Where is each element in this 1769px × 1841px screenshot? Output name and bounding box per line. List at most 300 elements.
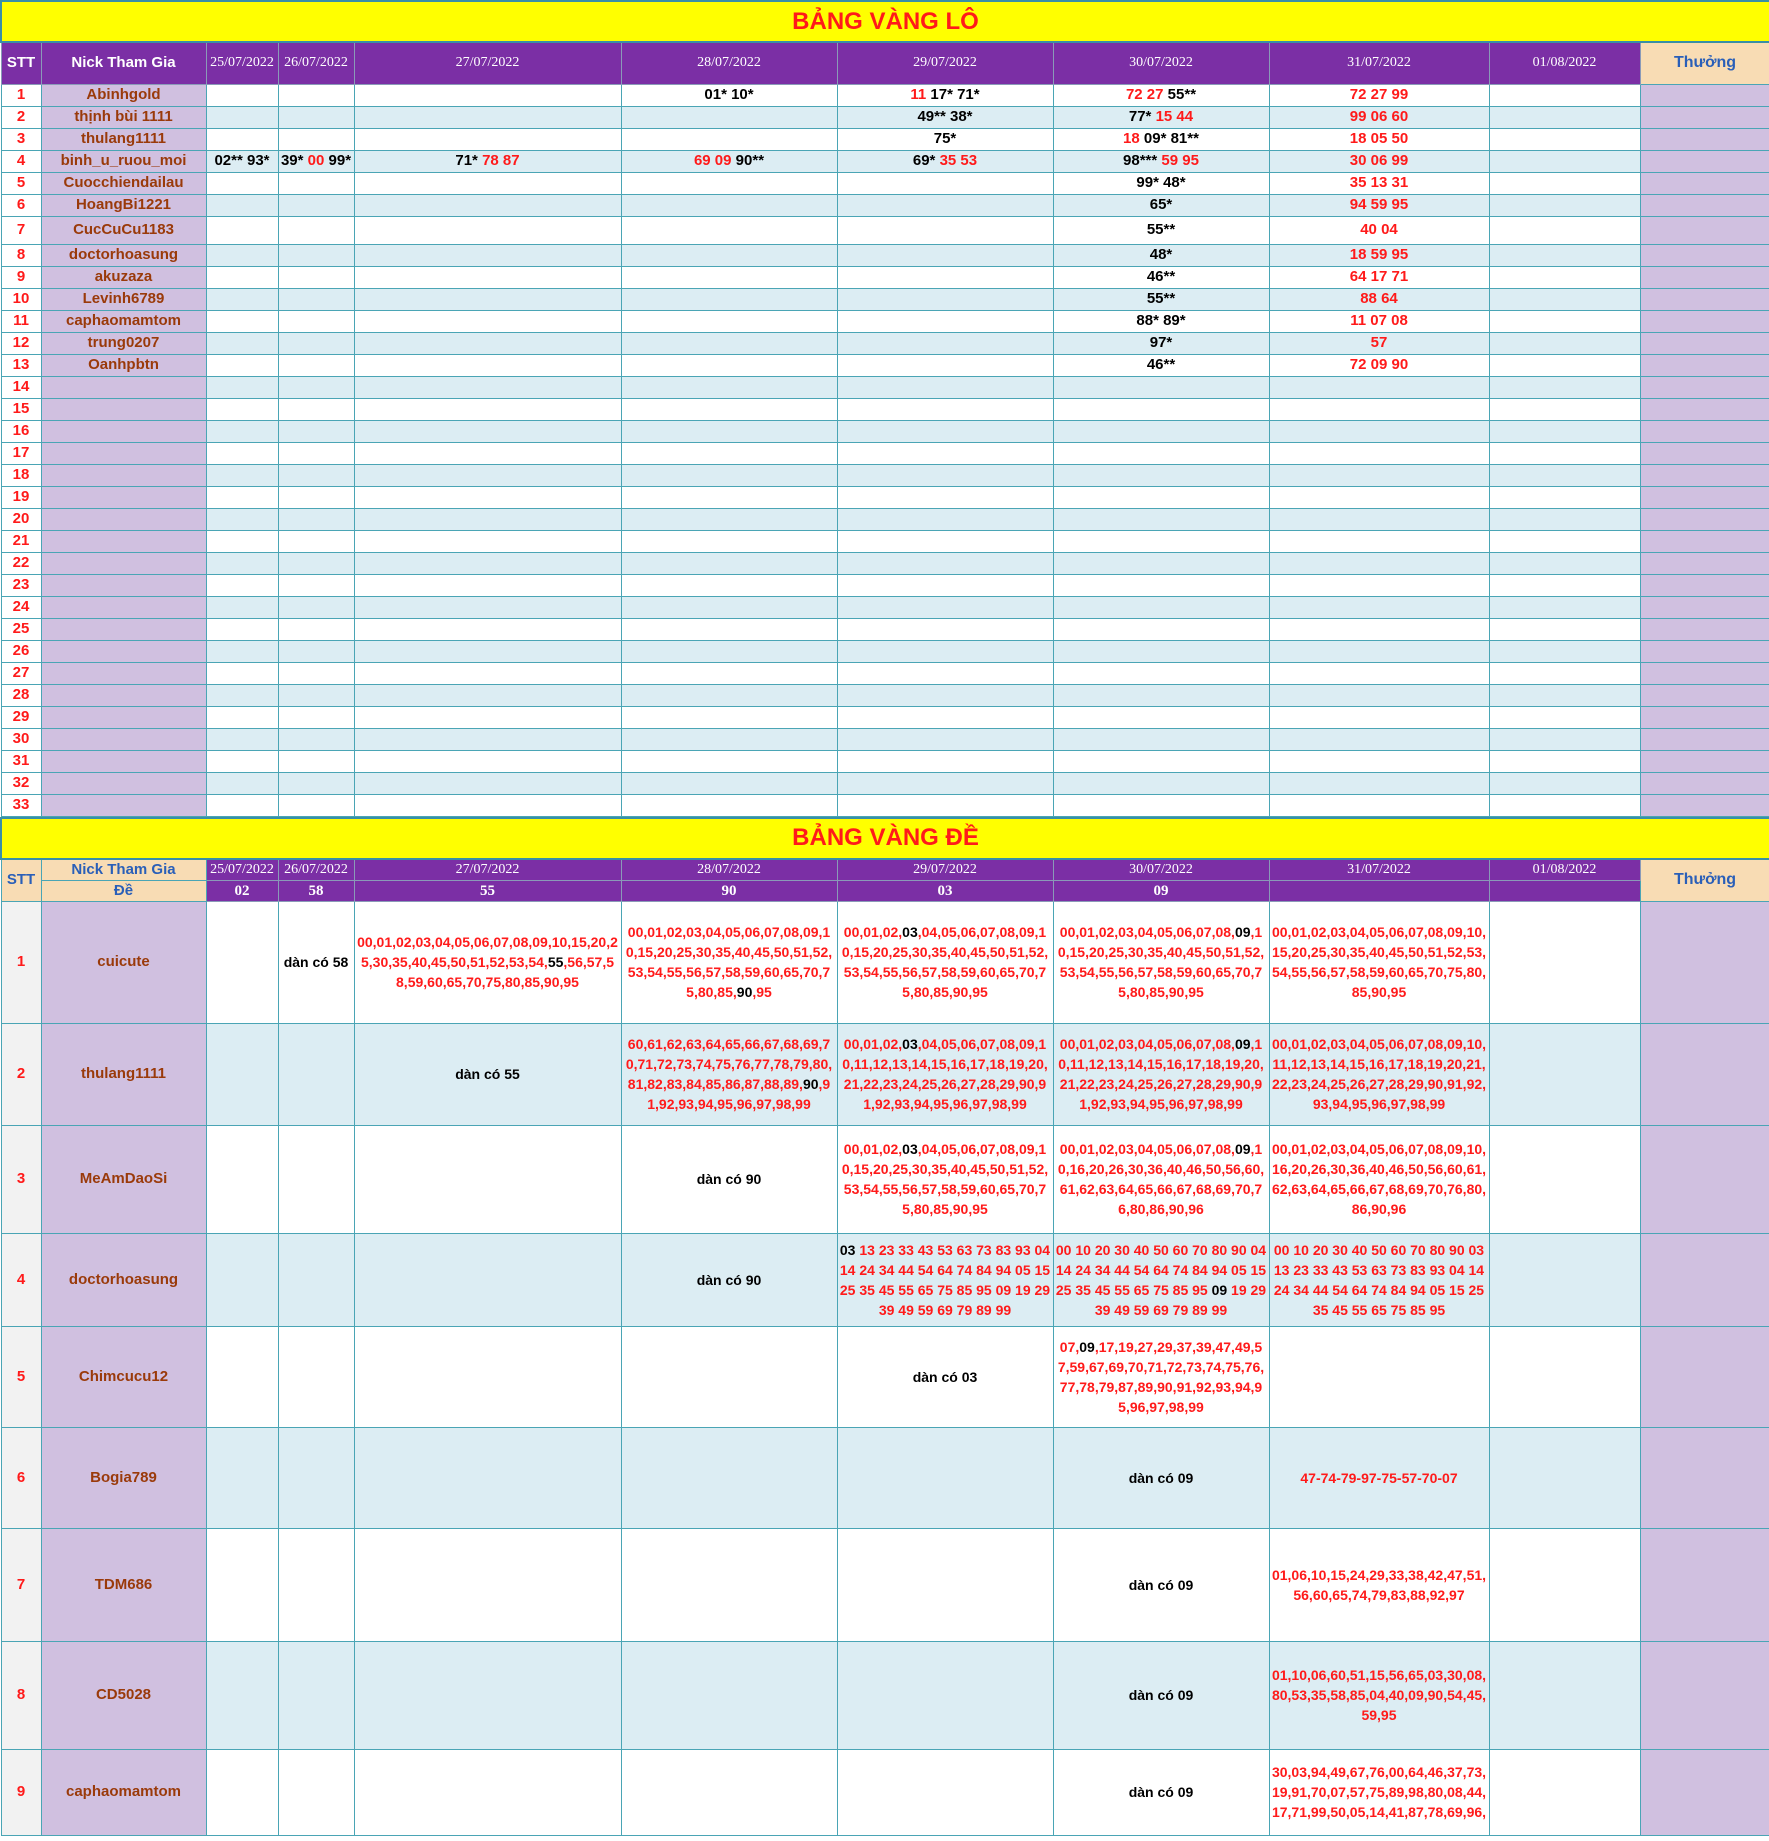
nick-cell[interactable] bbox=[41, 794, 206, 816]
entry-cell[interactable] bbox=[1053, 376, 1269, 398]
entry-cell[interactable] bbox=[621, 1427, 837, 1528]
entry-cell[interactable] bbox=[1053, 310, 1269, 332]
entry-cell[interactable] bbox=[1053, 552, 1269, 574]
entry-cell[interactable] bbox=[278, 574, 354, 596]
row-number[interactable]: 8 bbox=[1, 244, 41, 266]
row-number[interactable]: 32 bbox=[1, 772, 41, 794]
nick-cell[interactable]: Cuocchiendailau bbox=[41, 172, 206, 194]
entry-cell[interactable] bbox=[837, 464, 1053, 486]
thuong-cell[interactable] bbox=[1640, 640, 1769, 662]
entry-cell[interactable] bbox=[1269, 376, 1489, 398]
entry-cell[interactable] bbox=[621, 1641, 837, 1749]
entry-cell[interactable] bbox=[206, 596, 278, 618]
date-header[interactable]: 27/07/2022 bbox=[354, 859, 621, 881]
entry-cell[interactable] bbox=[206, 486, 278, 508]
entry-cell[interactable] bbox=[1489, 1528, 1640, 1641]
thuong-cell[interactable] bbox=[1640, 596, 1769, 618]
entry-cell[interactable] bbox=[1489, 552, 1640, 574]
entry-cell[interactable] bbox=[621, 310, 837, 332]
entry-cell[interactable] bbox=[278, 194, 354, 216]
thuong-cell[interactable] bbox=[1640, 1125, 1769, 1233]
entry-cell[interactable] bbox=[354, 574, 621, 596]
row-number[interactable]: 21 bbox=[1, 530, 41, 552]
entry-cell[interactable] bbox=[1053, 1233, 1269, 1326]
entry-cell[interactable] bbox=[1053, 244, 1269, 266]
entry-cell[interactable] bbox=[1489, 464, 1640, 486]
entry-cell[interactable] bbox=[621, 662, 837, 684]
entry-cell[interactable] bbox=[354, 1233, 621, 1326]
nick-cell[interactable] bbox=[41, 442, 206, 464]
entry-cell[interactable] bbox=[621, 354, 837, 376]
date-header[interactable]: 31/07/2022 bbox=[1269, 42, 1489, 84]
entry-cell[interactable] bbox=[837, 84, 1053, 106]
entry-cell[interactable] bbox=[621, 508, 837, 530]
entry-cell[interactable] bbox=[621, 706, 837, 728]
entry-cell[interactable] bbox=[278, 1749, 354, 1835]
thuong-cell[interactable] bbox=[1640, 128, 1769, 150]
entry-cell[interactable] bbox=[206, 216, 278, 244]
row-number[interactable]: 5 bbox=[1, 172, 41, 194]
entry-cell[interactable] bbox=[1269, 750, 1489, 772]
entry-cell[interactable] bbox=[621, 106, 837, 128]
entry-cell[interactable] bbox=[621, 596, 837, 618]
entry-cell[interactable] bbox=[1269, 332, 1489, 354]
entry-cell[interactable] bbox=[621, 420, 837, 442]
row-number[interactable]: 5 bbox=[1, 1326, 41, 1427]
row-number[interactable]: 16 bbox=[1, 420, 41, 442]
entry-cell[interactable] bbox=[837, 618, 1053, 640]
entry-cell[interactable] bbox=[206, 1023, 278, 1125]
entry-cell[interactable] bbox=[206, 728, 278, 750]
entry-cell[interactable] bbox=[278, 1528, 354, 1641]
entry-cell[interactable] bbox=[837, 794, 1053, 816]
entry-cell[interactable] bbox=[278, 172, 354, 194]
entry-cell[interactable] bbox=[354, 1528, 621, 1641]
entry-cell[interactable] bbox=[621, 1528, 837, 1641]
entry-cell[interactable] bbox=[278, 662, 354, 684]
entry-cell[interactable] bbox=[837, 376, 1053, 398]
entry-cell[interactable] bbox=[621, 150, 837, 172]
entry-cell[interactable] bbox=[1053, 1427, 1269, 1528]
entry-cell[interactable] bbox=[1269, 84, 1489, 106]
entry-cell[interactable] bbox=[837, 508, 1053, 530]
entry-cell[interactable] bbox=[621, 194, 837, 216]
entry-cell[interactable] bbox=[1269, 244, 1489, 266]
entry-cell[interactable] bbox=[837, 172, 1053, 194]
nick-cell[interactable] bbox=[41, 750, 206, 772]
thuong-cell[interactable] bbox=[1640, 266, 1769, 288]
entry-cell[interactable] bbox=[621, 266, 837, 288]
entry-cell[interactable] bbox=[621, 552, 837, 574]
entry-cell[interactable] bbox=[278, 150, 354, 172]
entry-cell[interactable] bbox=[1269, 398, 1489, 420]
entry-cell[interactable] bbox=[206, 376, 278, 398]
entry-cell[interactable] bbox=[278, 128, 354, 150]
entry-cell[interactable] bbox=[206, 310, 278, 332]
entry-cell[interactable] bbox=[1053, 128, 1269, 150]
entry-cell[interactable] bbox=[1053, 684, 1269, 706]
entry-cell[interactable] bbox=[1053, 420, 1269, 442]
entry-cell[interactable] bbox=[354, 618, 621, 640]
entry-cell[interactable] bbox=[354, 84, 621, 106]
entry-cell[interactable] bbox=[837, 530, 1053, 552]
entry-cell[interactable] bbox=[1489, 794, 1640, 816]
entry-cell[interactable] bbox=[837, 1233, 1053, 1326]
entry-cell[interactable] bbox=[278, 1427, 354, 1528]
date-header[interactable]: 27/07/2022 bbox=[354, 42, 621, 84]
entry-cell[interactable] bbox=[206, 420, 278, 442]
entry-cell[interactable] bbox=[837, 640, 1053, 662]
entry-cell[interactable] bbox=[1053, 662, 1269, 684]
row-number[interactable]: 33 bbox=[1, 794, 41, 816]
entry-cell[interactable] bbox=[1053, 508, 1269, 530]
entry-cell[interactable] bbox=[1053, 398, 1269, 420]
entry-cell[interactable] bbox=[354, 106, 621, 128]
entry-cell[interactable] bbox=[837, 288, 1053, 310]
nick-cell[interactable] bbox=[41, 618, 206, 640]
entry-cell[interactable] bbox=[1269, 106, 1489, 128]
entry-cell[interactable] bbox=[1489, 150, 1640, 172]
entry-cell[interactable] bbox=[354, 244, 621, 266]
entry-cell[interactable] bbox=[1489, 1233, 1640, 1326]
entry-cell[interactable] bbox=[621, 901, 837, 1023]
entry-cell[interactable] bbox=[1269, 1125, 1489, 1233]
entry-cell[interactable] bbox=[837, 420, 1053, 442]
entry-cell[interactable] bbox=[206, 684, 278, 706]
entry-cell[interactable] bbox=[354, 772, 621, 794]
entry-cell[interactable] bbox=[1489, 266, 1640, 288]
entry-cell[interactable] bbox=[1269, 1641, 1489, 1749]
entry-cell[interactable] bbox=[621, 486, 837, 508]
row-number[interactable]: 6 bbox=[1, 194, 41, 216]
entry-cell[interactable] bbox=[837, 128, 1053, 150]
nick-cell[interactable] bbox=[41, 420, 206, 442]
thuong-cell[interactable] bbox=[1640, 684, 1769, 706]
entry-cell[interactable] bbox=[354, 640, 621, 662]
nick-cell[interactable]: MeAmDaoSi bbox=[41, 1125, 206, 1233]
entry-cell[interactable] bbox=[278, 618, 354, 640]
entry-cell[interactable] bbox=[1053, 194, 1269, 216]
entry-cell[interactable] bbox=[621, 332, 837, 354]
row-number[interactable]: 9 bbox=[1, 266, 41, 288]
entry-cell[interactable] bbox=[206, 244, 278, 266]
entry-cell[interactable] bbox=[206, 128, 278, 150]
entry-cell[interactable] bbox=[354, 706, 621, 728]
entry-cell[interactable] bbox=[1053, 332, 1269, 354]
entry-cell[interactable] bbox=[837, 442, 1053, 464]
thuong-cell[interactable] bbox=[1640, 706, 1769, 728]
thuong-cell[interactable] bbox=[1640, 1023, 1769, 1125]
entry-cell[interactable] bbox=[1269, 1233, 1489, 1326]
entry-cell[interactable] bbox=[1053, 1749, 1269, 1835]
entry-cell[interactable] bbox=[206, 84, 278, 106]
entry-cell[interactable] bbox=[837, 150, 1053, 172]
thuong-cell[interactable] bbox=[1640, 574, 1769, 596]
nick-cell[interactable]: caphaomamtom bbox=[41, 310, 206, 332]
thuong-cell[interactable] bbox=[1640, 1749, 1769, 1835]
row-number[interactable]: 1 bbox=[1, 84, 41, 106]
entry-cell[interactable] bbox=[837, 266, 1053, 288]
thuong-cell[interactable] bbox=[1640, 398, 1769, 420]
entry-cell[interactable] bbox=[837, 486, 1053, 508]
row-number[interactable]: 23 bbox=[1, 574, 41, 596]
entry-cell[interactable] bbox=[1269, 508, 1489, 530]
entry-cell[interactable] bbox=[1269, 794, 1489, 816]
entry-cell[interactable] bbox=[278, 1023, 354, 1125]
row-number[interactable]: 19 bbox=[1, 486, 41, 508]
entry-cell[interactable] bbox=[1053, 216, 1269, 244]
entry-cell[interactable] bbox=[354, 1641, 621, 1749]
entry-cell[interactable] bbox=[206, 266, 278, 288]
entry-cell[interactable] bbox=[1269, 618, 1489, 640]
row-number[interactable]: 1 bbox=[1, 901, 41, 1023]
entry-cell[interactable] bbox=[1489, 618, 1640, 640]
entry-cell[interactable] bbox=[837, 728, 1053, 750]
entry-cell[interactable] bbox=[354, 172, 621, 194]
thuong-cell[interactable] bbox=[1640, 194, 1769, 216]
entry-cell[interactable] bbox=[278, 530, 354, 552]
entry-cell[interactable] bbox=[621, 574, 837, 596]
entry-cell[interactable] bbox=[354, 288, 621, 310]
entry-cell[interactable] bbox=[278, 794, 354, 816]
entry-cell[interactable] bbox=[1269, 596, 1489, 618]
entry-cell[interactable] bbox=[1489, 442, 1640, 464]
entry-cell[interactable] bbox=[1489, 1125, 1640, 1233]
entry-cell[interactable] bbox=[837, 332, 1053, 354]
row-number[interactable]: 7 bbox=[1, 1528, 41, 1641]
row-number[interactable]: 4 bbox=[1, 1233, 41, 1326]
entry-cell[interactable] bbox=[1489, 216, 1640, 244]
entry-cell[interactable] bbox=[278, 332, 354, 354]
entry-cell[interactable] bbox=[1489, 354, 1640, 376]
entry-cell[interactable] bbox=[354, 442, 621, 464]
thuong-cell[interactable] bbox=[1640, 310, 1769, 332]
entry-cell[interactable] bbox=[278, 1233, 354, 1326]
entry-cell[interactable] bbox=[1053, 106, 1269, 128]
entry-cell[interactable] bbox=[1489, 530, 1640, 552]
nick-cell[interactable]: trung0207 bbox=[41, 332, 206, 354]
entry-cell[interactable] bbox=[354, 420, 621, 442]
row-number[interactable]: 29 bbox=[1, 706, 41, 728]
entry-cell[interactable] bbox=[206, 772, 278, 794]
entry-cell[interactable] bbox=[1053, 464, 1269, 486]
date-header[interactable]: 26/07/2022 bbox=[278, 42, 354, 84]
entry-cell[interactable] bbox=[1489, 244, 1640, 266]
thuong-cell[interactable] bbox=[1640, 618, 1769, 640]
entry-cell[interactable] bbox=[278, 552, 354, 574]
entry-cell[interactable] bbox=[206, 1528, 278, 1641]
entry-cell[interactable] bbox=[354, 684, 621, 706]
entry-cell[interactable] bbox=[1269, 310, 1489, 332]
entry-cell[interactable] bbox=[278, 596, 354, 618]
entry-cell[interactable] bbox=[621, 172, 837, 194]
entry-cell[interactable] bbox=[1053, 1326, 1269, 1427]
entry-cell[interactable] bbox=[1269, 172, 1489, 194]
entry-cell[interactable] bbox=[354, 530, 621, 552]
entry-cell[interactable] bbox=[1053, 794, 1269, 816]
thuong-cell[interactable] bbox=[1640, 1641, 1769, 1749]
thuong-cell[interactable] bbox=[1640, 530, 1769, 552]
entry-cell[interactable] bbox=[1269, 216, 1489, 244]
thuong-cell[interactable] bbox=[1640, 486, 1769, 508]
entry-cell[interactable] bbox=[354, 332, 621, 354]
entry-cell[interactable] bbox=[354, 150, 621, 172]
entry-cell[interactable] bbox=[621, 1125, 837, 1233]
entry-cell[interactable] bbox=[206, 194, 278, 216]
nick-cell[interactable]: akuzaza bbox=[41, 266, 206, 288]
entry-cell[interactable] bbox=[837, 398, 1053, 420]
nick-cell[interactable] bbox=[41, 464, 206, 486]
entry-cell[interactable] bbox=[837, 310, 1053, 332]
entry-cell[interactable] bbox=[1053, 84, 1269, 106]
entry-cell[interactable] bbox=[621, 1326, 837, 1427]
entry-cell[interactable] bbox=[278, 288, 354, 310]
entry-cell[interactable] bbox=[206, 1749, 278, 1835]
entry-cell[interactable] bbox=[621, 1023, 837, 1125]
nick-header[interactable]: Nick Tham Gia bbox=[41, 859, 206, 881]
entry-cell[interactable] bbox=[1489, 640, 1640, 662]
entry-cell[interactable] bbox=[1053, 706, 1269, 728]
entry-cell[interactable] bbox=[1489, 1641, 1640, 1749]
date-header[interactable]: 01/08/2022 bbox=[1489, 42, 1640, 84]
entry-cell[interactable] bbox=[1053, 728, 1269, 750]
entry-cell[interactable] bbox=[1269, 442, 1489, 464]
entry-cell[interactable] bbox=[1489, 398, 1640, 420]
nick-header[interactable]: Nick Tham Gia bbox=[41, 42, 206, 84]
entry-cell[interactable] bbox=[621, 684, 837, 706]
entry-cell[interactable] bbox=[837, 684, 1053, 706]
thuong-cell[interactable] bbox=[1640, 244, 1769, 266]
entry-cell[interactable] bbox=[621, 750, 837, 772]
thuong-cell[interactable] bbox=[1640, 464, 1769, 486]
thuong-cell[interactable] bbox=[1640, 354, 1769, 376]
entry-cell[interactable] bbox=[206, 464, 278, 486]
entry-cell[interactable] bbox=[1489, 750, 1640, 772]
entry-cell[interactable] bbox=[1269, 266, 1489, 288]
nick-cell[interactable]: Bogia789 bbox=[41, 1427, 206, 1528]
entry-cell[interactable] bbox=[278, 266, 354, 288]
nick-cell[interactable] bbox=[41, 530, 206, 552]
entry-cell[interactable] bbox=[206, 508, 278, 530]
entry-cell[interactable] bbox=[837, 106, 1053, 128]
entry-cell[interactable] bbox=[354, 398, 621, 420]
entry-cell[interactable] bbox=[837, 662, 1053, 684]
entry-cell[interactable] bbox=[837, 901, 1053, 1023]
entry-cell[interactable] bbox=[621, 128, 837, 150]
row-number[interactable]: 6 bbox=[1, 1427, 41, 1528]
nick-cell[interactable]: CucCuCu1183 bbox=[41, 216, 206, 244]
thuong-cell[interactable] bbox=[1640, 1528, 1769, 1641]
entry-cell[interactable] bbox=[206, 354, 278, 376]
nick-cell[interactable]: TDM686 bbox=[41, 1528, 206, 1641]
thuong-cell[interactable] bbox=[1640, 442, 1769, 464]
entry-cell[interactable] bbox=[206, 901, 278, 1023]
entry-cell[interactable] bbox=[1053, 288, 1269, 310]
thuong-cell[interactable] bbox=[1640, 662, 1769, 684]
entry-cell[interactable] bbox=[837, 596, 1053, 618]
entry-cell[interactable] bbox=[206, 150, 278, 172]
entry-cell[interactable] bbox=[1053, 750, 1269, 772]
nick-cell[interactable]: Levinh6789 bbox=[41, 288, 206, 310]
row-number[interactable]: 17 bbox=[1, 442, 41, 464]
entry-cell[interactable] bbox=[278, 420, 354, 442]
date-header[interactable]: 28/07/2022 bbox=[621, 42, 837, 84]
nick-cell[interactable]: cuicute bbox=[41, 901, 206, 1023]
entry-cell[interactable] bbox=[206, 662, 278, 684]
row-number[interactable]: 2 bbox=[1, 106, 41, 128]
nick-cell[interactable] bbox=[41, 376, 206, 398]
entry-cell[interactable] bbox=[354, 1125, 621, 1233]
entry-cell[interactable] bbox=[354, 662, 621, 684]
entry-cell[interactable] bbox=[278, 728, 354, 750]
entry-cell[interactable] bbox=[278, 1641, 354, 1749]
entry-cell[interactable] bbox=[837, 216, 1053, 244]
thuong-cell[interactable] bbox=[1640, 288, 1769, 310]
thuong-cell[interactable] bbox=[1640, 420, 1769, 442]
entry-cell[interactable] bbox=[1269, 530, 1489, 552]
row-number[interactable]: 28 bbox=[1, 684, 41, 706]
entry-cell[interactable] bbox=[837, 706, 1053, 728]
entry-cell[interactable] bbox=[1269, 662, 1489, 684]
entry-cell[interactable] bbox=[1489, 1749, 1640, 1835]
row-number[interactable]: 10 bbox=[1, 288, 41, 310]
entry-cell[interactable] bbox=[278, 354, 354, 376]
nick-cell[interactable]: thulang1111 bbox=[41, 1023, 206, 1125]
entry-cell[interactable] bbox=[1269, 464, 1489, 486]
nick-cell[interactable]: doctorhoasung bbox=[41, 244, 206, 266]
thuong-cell[interactable] bbox=[1640, 794, 1769, 816]
nick-cell[interactable]: caphaomamtom bbox=[41, 1749, 206, 1835]
row-number[interactable]: 12 bbox=[1, 332, 41, 354]
entry-cell[interactable] bbox=[1489, 508, 1640, 530]
entry-cell[interactable] bbox=[621, 216, 837, 244]
thuong-header[interactable]: Thưởng bbox=[1640, 859, 1769, 902]
row-number[interactable]: 20 bbox=[1, 508, 41, 530]
entry-cell[interactable] bbox=[354, 1749, 621, 1835]
entry-cell[interactable] bbox=[1489, 288, 1640, 310]
nick-cell[interactable]: doctorhoasung bbox=[41, 1233, 206, 1326]
entry-cell[interactable] bbox=[1269, 684, 1489, 706]
entry-cell[interactable] bbox=[1053, 1023, 1269, 1125]
nick-cell[interactable]: thulang1111 bbox=[41, 128, 206, 150]
entry-cell[interactable] bbox=[278, 1125, 354, 1233]
entry-cell[interactable] bbox=[1269, 150, 1489, 172]
entry-cell[interactable] bbox=[354, 1427, 621, 1528]
thuong-cell[interactable] bbox=[1640, 376, 1769, 398]
entry-cell[interactable] bbox=[1269, 728, 1489, 750]
entry-cell[interactable] bbox=[621, 1233, 837, 1326]
date-header[interactable]: 28/07/2022 bbox=[621, 859, 837, 881]
date-header[interactable]: 29/07/2022 bbox=[837, 42, 1053, 84]
entry-cell[interactable] bbox=[278, 1326, 354, 1427]
entry-cell[interactable] bbox=[1053, 172, 1269, 194]
entry-cell[interactable] bbox=[1489, 684, 1640, 706]
entry-cell[interactable] bbox=[1053, 772, 1269, 794]
entry-cell[interactable] bbox=[1489, 420, 1640, 442]
entry-cell[interactable] bbox=[206, 1641, 278, 1749]
entry-cell[interactable] bbox=[354, 728, 621, 750]
entry-cell[interactable] bbox=[621, 376, 837, 398]
row-number[interactable]: 25 bbox=[1, 618, 41, 640]
entry-cell[interactable] bbox=[621, 794, 837, 816]
date-header[interactable]: 31/07/2022 bbox=[1269, 859, 1489, 881]
entry-cell[interactable] bbox=[278, 464, 354, 486]
entry-cell[interactable] bbox=[837, 1641, 1053, 1749]
entry-cell[interactable] bbox=[1269, 640, 1489, 662]
entry-cell[interactable] bbox=[837, 1326, 1053, 1427]
entry-cell[interactable] bbox=[1489, 376, 1640, 398]
date-header[interactable]: 30/07/2022 bbox=[1053, 42, 1269, 84]
